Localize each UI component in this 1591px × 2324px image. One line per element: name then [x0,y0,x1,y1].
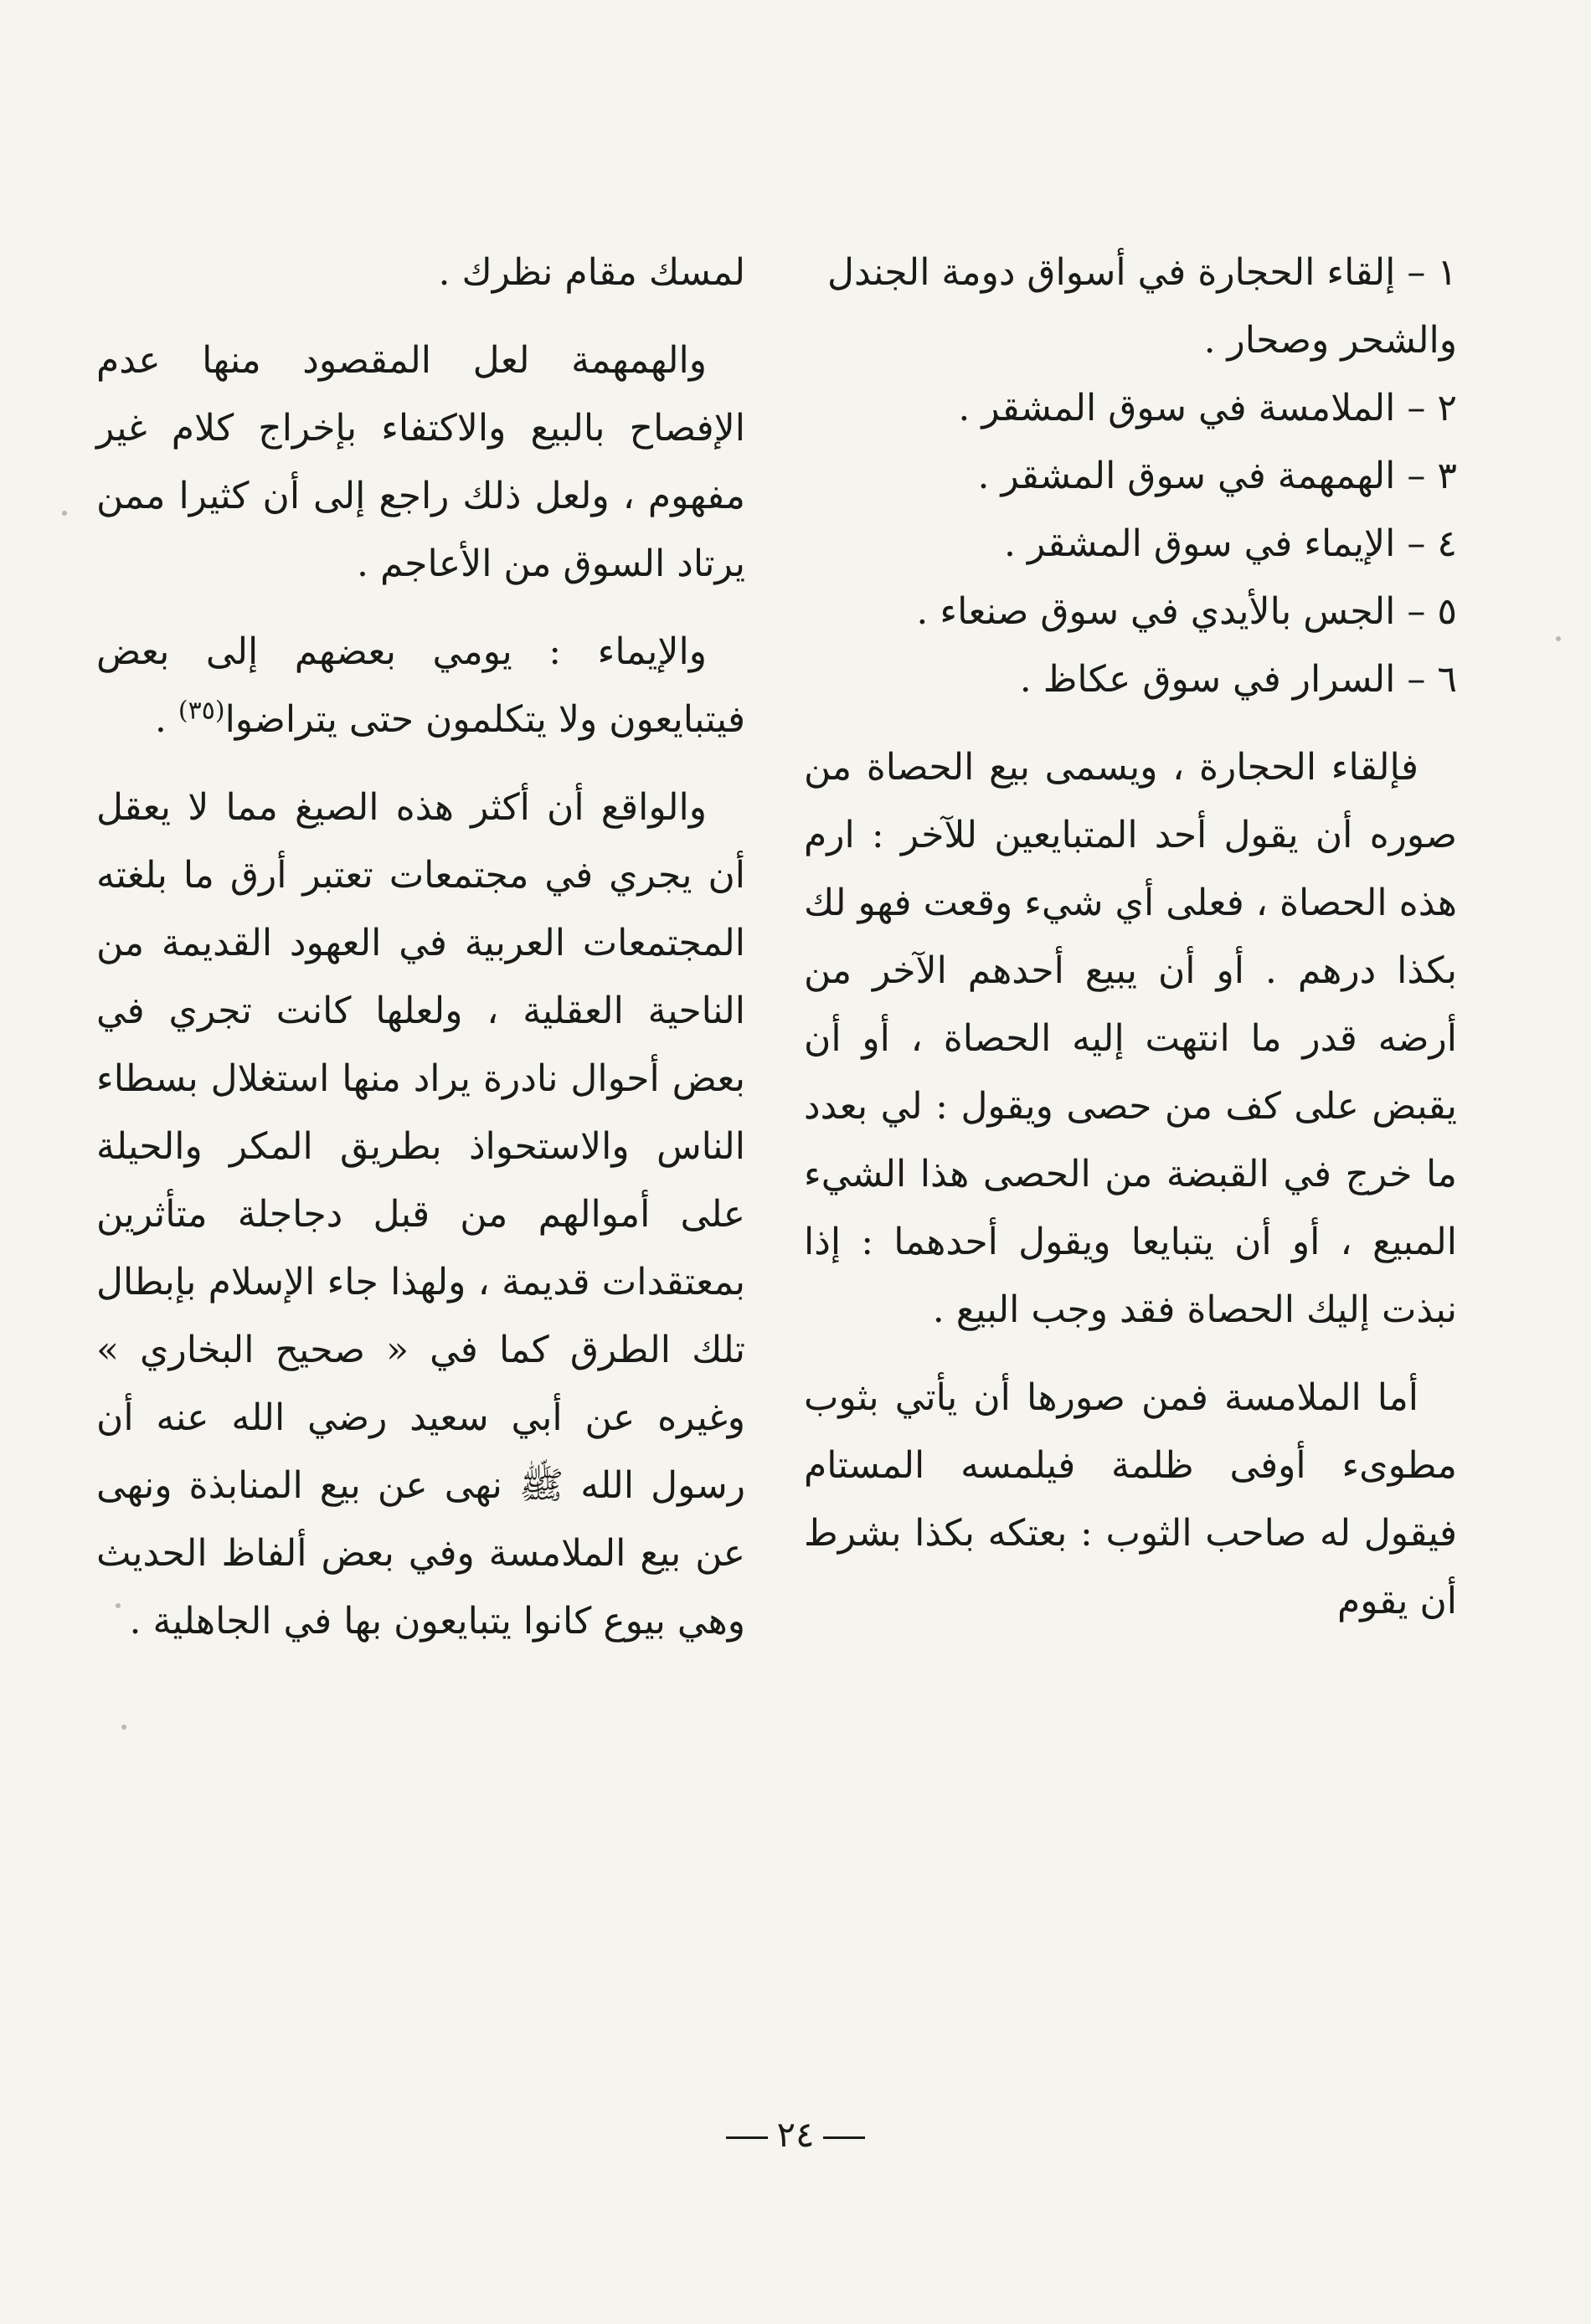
paragraph-hamhama: والهمهمة لعل المقصود منها عدم الإفصاح بالبيع والاكتفاء بإخراج كلام غير مفهوم ، ولعل ذلك راجع إلى أن كثيرا ممن يرتاد السوق من الأعاجم . [96,339,745,585]
list-item-4: ٤ – الإيماء في سوق المشقر . [1004,522,1457,565]
paragraph-imaa-end: . [154,698,178,741]
page-number-dash-right [823,2136,865,2139]
left-column [96,239,745,1675]
scan-speck [1556,636,1561,641]
list-item-6: ٦ – السرار في سوق عكاظ . [1019,658,1457,701]
paragraph-imaa [96,618,745,753]
scan-speck [116,1603,121,1608]
paragraph-imaa-text: والإيماء : يومي بعضهم إلى بعض فيتبايعون ولا يتكلمون حتى يتراضوا [96,630,745,741]
page-number-value: ٢٤ [776,2114,815,2155]
paragraph-continuation: لمسك مقام نظرك . [438,251,745,294]
page-number-dash-left [726,2136,768,2139]
scan-speck [62,511,67,516]
paragraph-mulamasa: أما الملامسة فمن صورها أن يأتي بثوب مطوىء أوفى ظلمة فيلمسه المستام فيقول له صاحب الثوب : بعتكه بكذا بشرط أن يقوم [804,1376,1457,1622]
right-column [804,239,1457,1655]
list-item-2: ٢ – الملامسة في سوق المشقر . [958,387,1457,429]
footnote-reference[interactable]: (٣٥) [178,696,225,726]
paragraph-hasat: فإلقاء الحجارة ، ويسمى بيع الحصاة من صوره أن يقول أحد المتبايعين للآخر : ارم هذه الحصاة ، فعلى أي شيء وقعت فهو لك بكذا درهم . أو أن يبيع أحدهم الآخر من أرضه قدر ما انتهت إليه الحصاة ، أو أن يقبض على كف من حصى ويقول : لي بعدد ما خرج في القبضة من الحصى هذا الشيء المبيع ، أو أن يتبايعا ويقول أحدهما : إذا نبذت إليك الحصاة فقد وجب البيع . [804,746,1457,1331]
page-number [0,2114,1591,2155]
scan-speck [121,1725,126,1730]
list-item-5: ٥ – الجس بالأيدي في سوق صنعاء . [916,590,1457,633]
list-item-1-continued: والشحر وصحار . [1203,319,1457,362]
paragraph-conclusion: والواقع أن أكثر هذه الصيغ مما لا يعقل أن يجري في مجتمعات تعتبر أرق ما بلغته المجتمعات العربية في العهود القديمة من الناحية العقلية ، ولعلها كانت تجري في بعض أحوال نادرة يراد منها استغلال بسطاء الناس والاستحواذ بطريق المكر والحيلة على أموالهم من قبل دجاجلة متأثرين بمعتقدات قديمة ، ولهذا جاء الإسلام بإبطال تلك الطرق كما في « صحيح البخاري » وغيره عن أبي سعيد رضي الله عنه أن رسول الله ﷺ نهى عن بيع المنابذة ونهى عن بيع الملامسة وفي بعض ألفاظ الحديث وهي بيوع كانوا يتبايعون بها في الجاهلية . [96,786,745,1643]
list-item-1: ١ – إلقاء الحجارة في أسواق دومة الجندل [827,251,1457,294]
list-item-3: ٣ – الهمهمة في سوق المشقر . [977,455,1457,497]
